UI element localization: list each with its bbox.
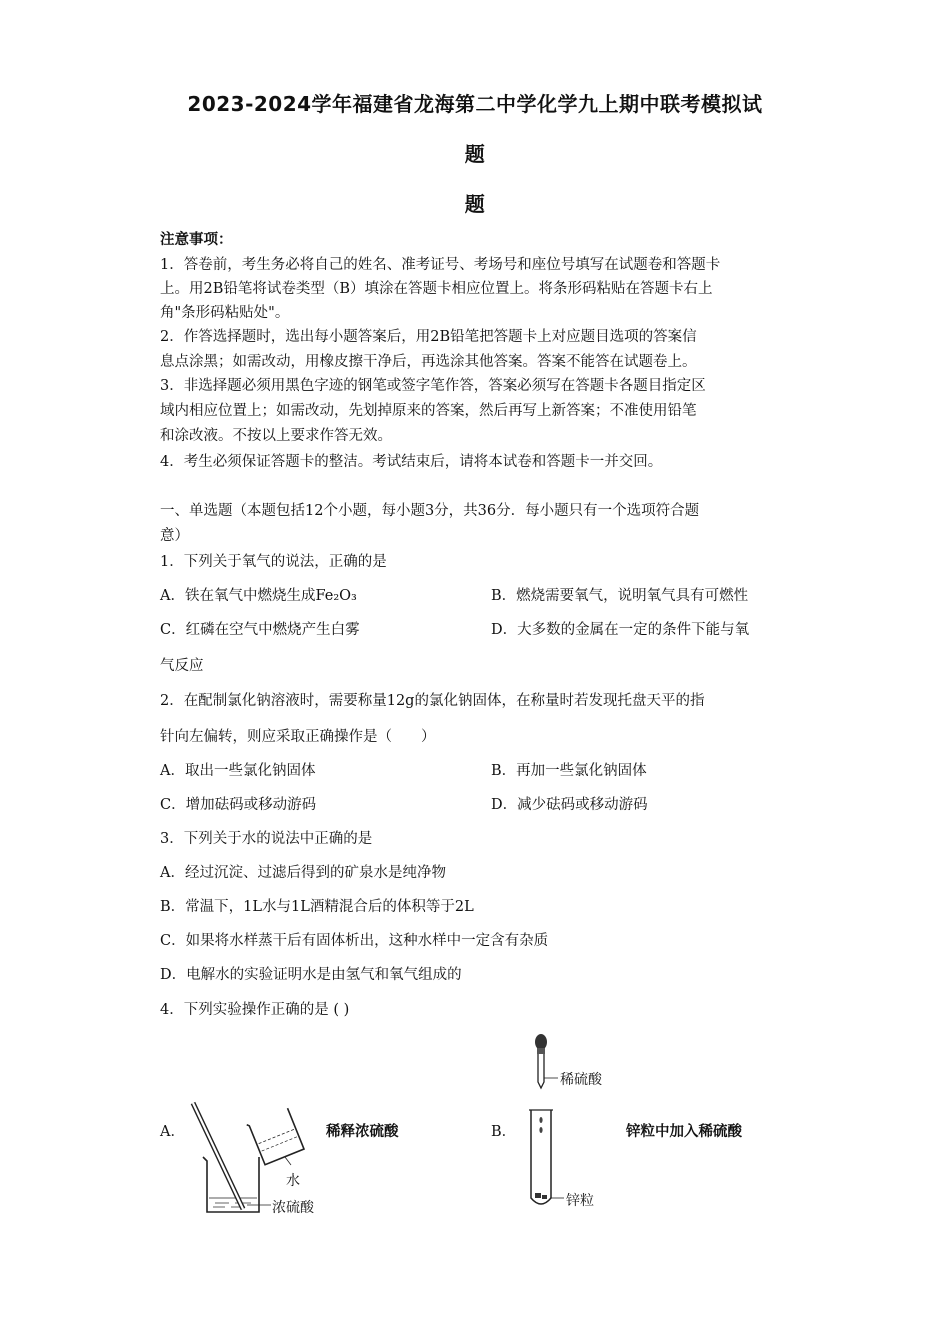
q2-option-a: A．取出一些氯化钠固体: [160, 763, 316, 779]
notice-line: 域内相应位置上；如需改动，先划掉原来的答案，然后再写上新答案；不准使用铅笔: [160, 403, 697, 419]
q2-option-b: B．再加一些氯化钠固体: [491, 763, 647, 779]
q3-option-c: C．如果将水样蒸干后有固体析出，这种水样中一定含有杂质: [160, 933, 549, 949]
q3-stem: 3．下列关于水的说法中正确的是: [160, 831, 373, 847]
notice-line: 息点涂黑；如需改动，用橡皮擦干净后，再选涂其他答案。答案不能答在试题卷上。: [160, 354, 697, 370]
label-dilute-acid: 稀硫酸: [560, 1072, 602, 1088]
exam-title-line1: 2023-2024学年福建省龙海第二中学化学九上期中联考模拟试: [187, 92, 763, 116]
q1-option-b: B．燃烧需要氧气，说明氧气具有可燃性: [491, 588, 749, 604]
q1-option-d-cont: 气反应: [160, 658, 204, 674]
notice-line: 上。用2B铅笔将试卷类型（B）填涂在答题卡相应位置上。将条形码粘贴在答题卡右上: [160, 281, 713, 297]
notice-line: 3．非选择题必须用黑色字迹的钢笔或签字笔作答，答案必须写在答题卡各题目指定区: [160, 378, 706, 394]
q4-option-a-caption: 稀释浓硫酸: [326, 1123, 399, 1140]
q1-stem: 1．下列关于氧气的说法，正确的是: [160, 554, 387, 570]
notice-line: 2．作答选择题时，选出每小题答案后，用2B铅笔把答题卡上对应题目选项的答案信: [160, 329, 697, 345]
label-zinc: 锌粒: [566, 1193, 594, 1209]
exam-title-line2: 题: [464, 142, 486, 166]
zinc-acid-figure: [520, 1030, 590, 1215]
notice-line: 4．考生必须保证答题卡的整洁。考试结束后，请将本试卷和答题卡一并交回。: [160, 454, 663, 470]
q3-option-b: B．常温下，1L水与1L酒精混合后的体积等于2L: [160, 899, 474, 915]
q2-stem-cont: 针向左偏转，则应采取正确操作是（ ）: [160, 729, 436, 745]
q4-option-b-caption: 锌粒中加入稀硫酸: [626, 1123, 742, 1140]
exam-title-line3: 题: [464, 192, 486, 216]
section-heading-cont: 意）: [160, 528, 189, 544]
label-water: 水: [286, 1173, 300, 1189]
q2-option-c: C．增加砝码或移动游码: [160, 797, 317, 813]
notice-line: 1．答卷前，考生务必将自己的姓名、准考证号、考场号和座位号填写在试题卷和答题卡: [160, 257, 721, 273]
q2-option-d: D．减少砝码或移动游码: [491, 797, 648, 813]
q2-stem: 2．在配制氯化钠溶液时，需要称量12g的氯化钠固体，在称量时若发现托盘天平的指: [160, 693, 705, 709]
q3-option-a: A．经过沉淀、过滤后得到的矿泉水是纯净物: [160, 865, 446, 881]
notice-line: 和涂改液。不按以上要求作答无效。: [160, 428, 392, 444]
q4-option-a-letter: A．: [160, 1124, 185, 1140]
label-concentrated-acid: 浓硫酸: [272, 1200, 314, 1216]
notice-line: 角"条形码粘贴处"。: [160, 305, 290, 321]
q4-option-b-letter: B．: [491, 1124, 517, 1140]
notice-heading: 注意事项：: [160, 231, 233, 248]
q1-option-c: C．红磷在空气中燃烧产生白雾: [160, 622, 360, 638]
q1-option-a: A．铁在氧气中燃烧生成Fe₂O₃: [160, 588, 357, 604]
section-heading: 一、单选题（本题包括12个小题，每小题3分，共36分．每小题只有一个选项符合题: [160, 503, 700, 519]
q1-option-d: D．大多数的金属在一定的条件下能与氧: [491, 622, 750, 638]
q3-option-d: D．电解水的实验证明水是由氢气和氧气组成的: [160, 967, 462, 983]
q4-stem: 4．下列实验操作正确的是 ( ): [160, 1002, 350, 1018]
